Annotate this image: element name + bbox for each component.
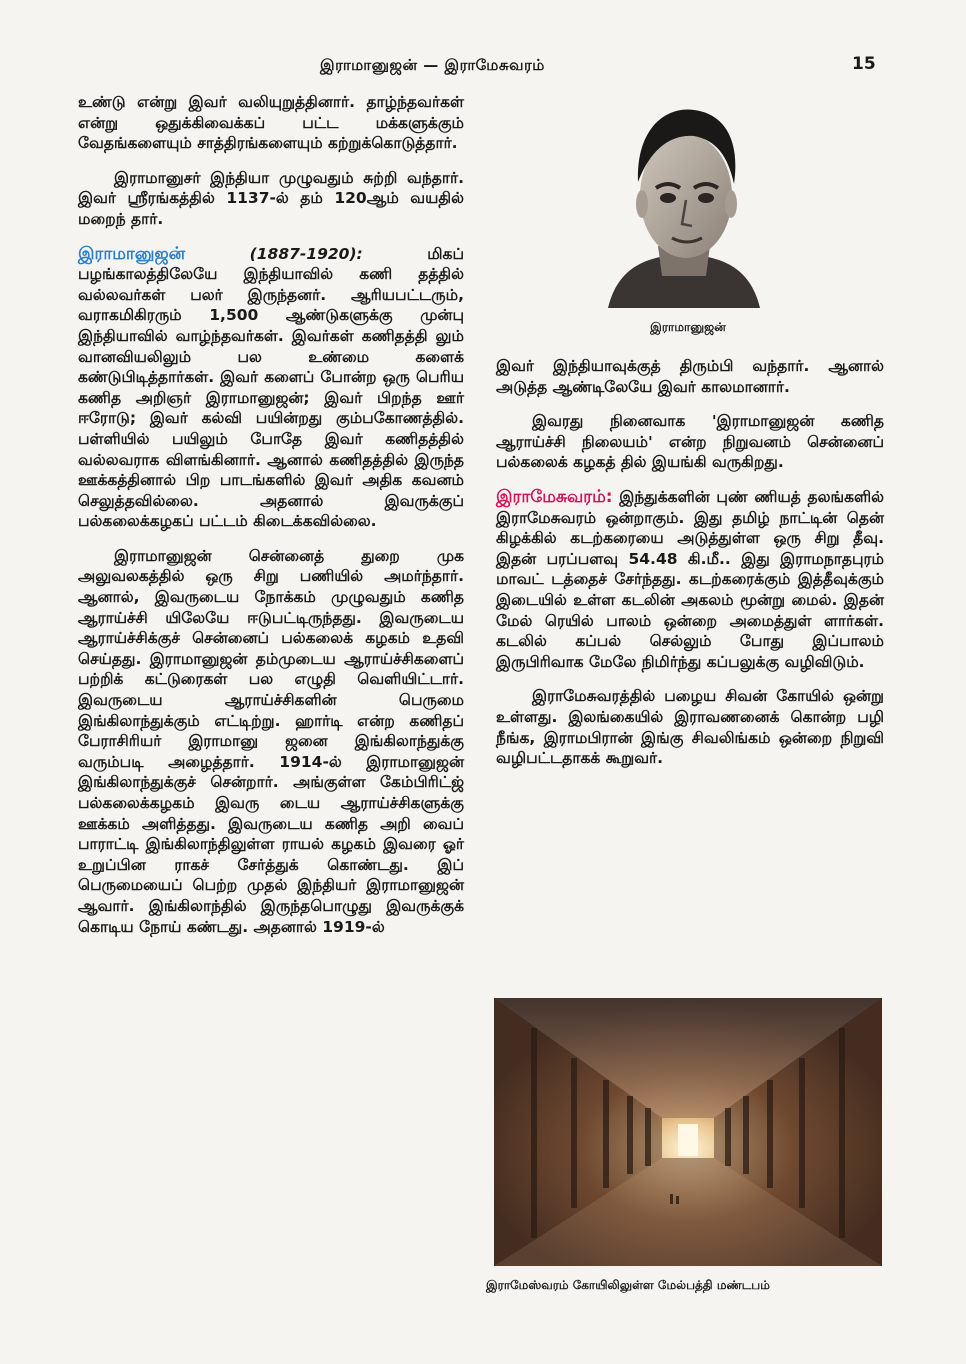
section-heading-ramanujan: இராமானுஜன் — [78, 243, 186, 264]
paragraph-text: இந்துக்களின் புண் ணியத் தலங்களில் இராமேசுவரம் ஒன்றாகும். இது தமிழ் நாட்டின் தென் கிழக்கில் கடற்கரையை அடுத்துள்ள ஒரு சிறு தீவு. இதன் பரப்பளவு 54.48 கி.மீ.. இது இராமநாதபுரம் மாவட் டத்தைச் சேர்ந்தது. கடற்கரைக்கும் இத்தீவுக்கும் இடையில் உள்ள கடலின் அகலம் மூன்று மைல். இதன் மேல் ரெயில் பாலம் ஒன்றை அமைத்துள் ளார்கள். கடலில் கப்பல் செல்லும் போது இப்பாலம் இருபிரிவாக மேலே நிமிர்ந்து கப்பலுக்கு வழிவிடும். — [496, 487, 884, 671]
ramanujan-portrait — [598, 96, 770, 308]
right-column — [496, 356, 884, 783]
page-header-title: இராமானுஜன் — இராமேசுவரம் — [320, 56, 545, 74]
paragraph: இவர் இந்தியாவுக்குத் திரும்பி வந்தார். ஆனால் அடுத்த ஆண்டிலேயே இவர் காலமானார். — [496, 357, 884, 396]
temple-photo-caption: இராமேஸ்வரம் கோயிலிலுள்ள மேல்பத்தி மண்டபம் — [486, 1278, 770, 1292]
paragraph: இராமானுசர் இந்தியா முழுவதும் சுற்றி வந்தார். இவர் ஸ்ரீரங்கத்தில் 1137-ல் தம் 120ஆம் வயதில் மறைந் தார். — [78, 168, 464, 228]
paragraph: இராமானுஜன் சென்னைத் துறை முக அலுவலகத்தில் ஒரு சிறு பணியில் அமர்ந்தார். ஆனால், இவருடைய நோக்கம் முழுவதும் கணித ஆராய்ச்சி யிலேயே ஈடுபட்டிருந்தது. இவருடைய ஆராய்ச்சிக்குச் சென்னைப் பல்கலைக் கழகம் உதவி செய்தது. இராமானுஜன் தம்முடைய ஆராய்ச்சிகளைப் பற்றிக் கட்டுரைகள் பல எழுதி வெளியிட்டார். இவருடைய ஆராய்ச்சிகளின் பெருமை இங்கிலாந்துக்கும் எட்டிற்று. ஹார்டி என்ற கணிதப் பேராசிரியர் இராமானு ஜனை இங்கிலாந்துக்கு வரும்படி அழைத்தார். 1914-ல் இராமானுஜன் இங்கிலாந்துக்குச் சென்றார். அங்குள்ள கேம்பிரிட்ஜ் பல்கலைக்கழகம் இவரு டைய ஆராய்ச்சிகளுக்கு ஊக்கம் அளித்தது. இவருடைய கணித அறி வைப் பாராட்டி இங்கிலாந்திலுள்ள ராயல் கழகம் இவரை ஓர் உறுப்பின ராகச் சேர்த்துக் கொண்டது. இப் பெருமையைப் பெற்ற முதல் இந்தியர் இராமானுஜன் ஆவார். இங்கிலாந்தில் இருந்தபொழுது இவருக்குக் கொடிய நோய் கண்டது. அதனால் 1919-ல் — [78, 546, 464, 936]
portrait-caption: இராமானுஜன் — [650, 320, 726, 334]
paragraph: இவரது நினைவாக 'இராமானுஜன் கணித ஆராய்ச்சி நிலையம்' என்ற நிறுவனம் சென்னைப் பல்கலைக் கழகத் தில் இயங்கி வருகிறது. — [496, 412, 884, 472]
section-heading-rameswaram: இராமேசுவரம்: — [496, 486, 613, 507]
temple-corridor-photo — [494, 998, 882, 1266]
paragraph: உண்டு என்று இவர் வலியுறுத்தினார். தாழ்ந்தவர்கள் என்று ஒதுக்கிவைக்கப் பட்ட மக்களுக்கும் வேதங்களையும் சாத்திரங்களையும் கற்றுக்கொடுத்தார். — [78, 93, 464, 153]
page-number: 15 — [852, 54, 876, 74]
ramanujan-dates: (1887-1920): — [249, 244, 363, 263]
paragraph-ramanujan — [78, 244, 464, 532]
left-column — [78, 92, 464, 951]
paragraph-rameswaram — [496, 487, 884, 672]
paragraph-text: மிகப் பழங்காலத்திலேயே இந்தியாவில் கணி தத்தில் வல்லவர்கள் பலர் இருந்தனர். ஆரியபட்டரும், வராகமிகிரரும் 1,500 ஆண்டுகளுக்கு முன்பு இந்தியாவில் வாழ்ந்தவர்கள். இவர்கள் கணிதத்தி லும் வானவியலிலும் பல உண்மை களைக் கண்டுபிடித்தார்கள். இவர் களைப் போன்ற ஒரு பெரிய கணித அறிஞர் இராமானுஜன்; இவர் பிறந்த ஊர் ஈரோடு; இவர் கல்வி பயின்றது கும்பகோணத்தில். பள்ளியில் பயிலும் போதே இவர் கணிதத்தில் வல்லவராக விளங்கினார். ஆனால் கணிதத்தில் இருந்த ஊக்கத்தினால் பிற பாடங்களில் இவர் அதிக கவனம் செலுத்தவில்லை. அதனால் இவருக்குப் பல்கலைக்கழகப் பட்டம் கிடைக்கவில்லை. — [78, 244, 464, 531]
paragraph: இராமேசுவரத்தில் பழைய சிவன் கோயில் ஒன்று உள்ளது. இலங்கையில் இராவணனைக் கொன்ற பழி நீங்க, இராமபிரான் இங்கு சிவலிங்கம் ஒன்றை நிறுவி வழிபட்டதாகக் கூறுவர். — [496, 687, 884, 768]
